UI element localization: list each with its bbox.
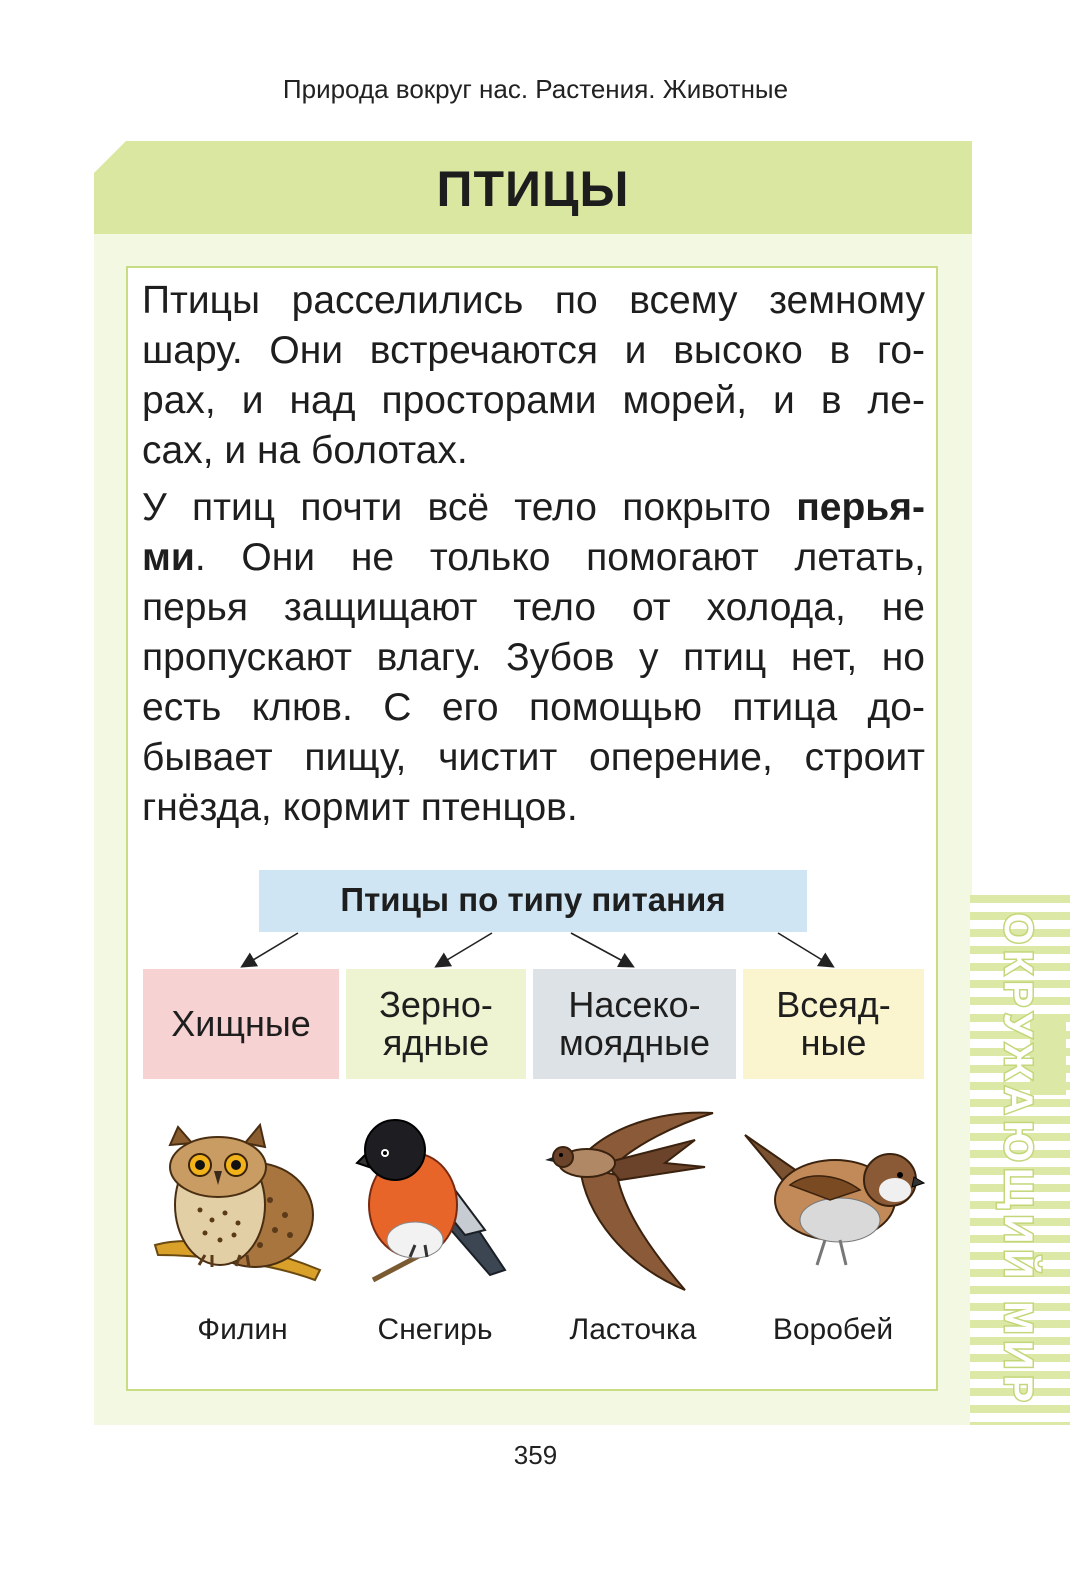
bird-name-owl: Филин — [197, 1313, 288, 1346]
text-span: . Они не только помогают летать, — [194, 536, 925, 579]
page-number: 359 — [513, 1440, 558, 1470]
paragraph-1 — [142, 276, 925, 476]
text-line: есть клюв. С его помощью птица до- — [142, 686, 925, 729]
running-head: Природа вокруг нас. Растения. Животные — [282, 74, 789, 104]
text-line: бывает пищу, чистит оперение, строит — [142, 736, 925, 779]
text-line: рах, и над просторами морей, и в ле- — [142, 379, 925, 422]
category-label: моядные — [558, 1022, 711, 1063]
text-line: Птицы расселились по всему земному — [142, 279, 925, 322]
swallow-illustration — [545, 1105, 715, 1295]
text-line: пропускают влагу. Зубов у птиц нет, но — [142, 636, 925, 679]
bird-name-bullfinch: Снегирь — [377, 1313, 493, 1346]
paragraph-2 — [142, 483, 925, 833]
bullfinch-illustration — [355, 1105, 515, 1285]
sparrow-illustration — [740, 1105, 925, 1275]
text-line: сах, и на болотах. — [142, 429, 468, 472]
text-span: У птиц почти всё тело покрыто — [142, 486, 797, 529]
category-label: Насеко- — [568, 984, 701, 1025]
bird-name-swallow: Ласточка — [569, 1313, 697, 1346]
section-label: ОКРУЖАЮЩИЙ МИР — [996, 912, 1040, 1408]
bird-name-sparrow: Воробей — [772, 1313, 894, 1346]
category-omnivores — [743, 969, 924, 1079]
text-line: перья защищают тело от холода, не — [142, 586, 925, 629]
category-insectivores — [533, 969, 736, 1079]
page-title: ПТИЦЫ — [436, 161, 630, 217]
owl-illustration — [150, 1105, 325, 1285]
bold-term: перья- — [796, 486, 925, 529]
category-label: Зерно- — [379, 984, 493, 1025]
text-line: шару. Они встречаются и высоко в го- — [142, 329, 925, 372]
text-line: гнёзда, кормит птенцов. — [142, 786, 578, 829]
category-predators — [143, 969, 339, 1079]
bold-term: ми — [142, 536, 195, 579]
category-label: ные — [800, 1022, 867, 1063]
category-granivores — [346, 969, 526, 1079]
category-label: ядные — [382, 1022, 490, 1063]
diagram-heading: Птицы по типу питания — [259, 870, 807, 932]
text-line — [142, 533, 925, 583]
side-section-tab — [970, 895, 1070, 1425]
category-label: Всеяд- — [776, 984, 891, 1025]
text-line — [142, 483, 925, 533]
category-label: Хищные — [171, 1003, 311, 1044]
